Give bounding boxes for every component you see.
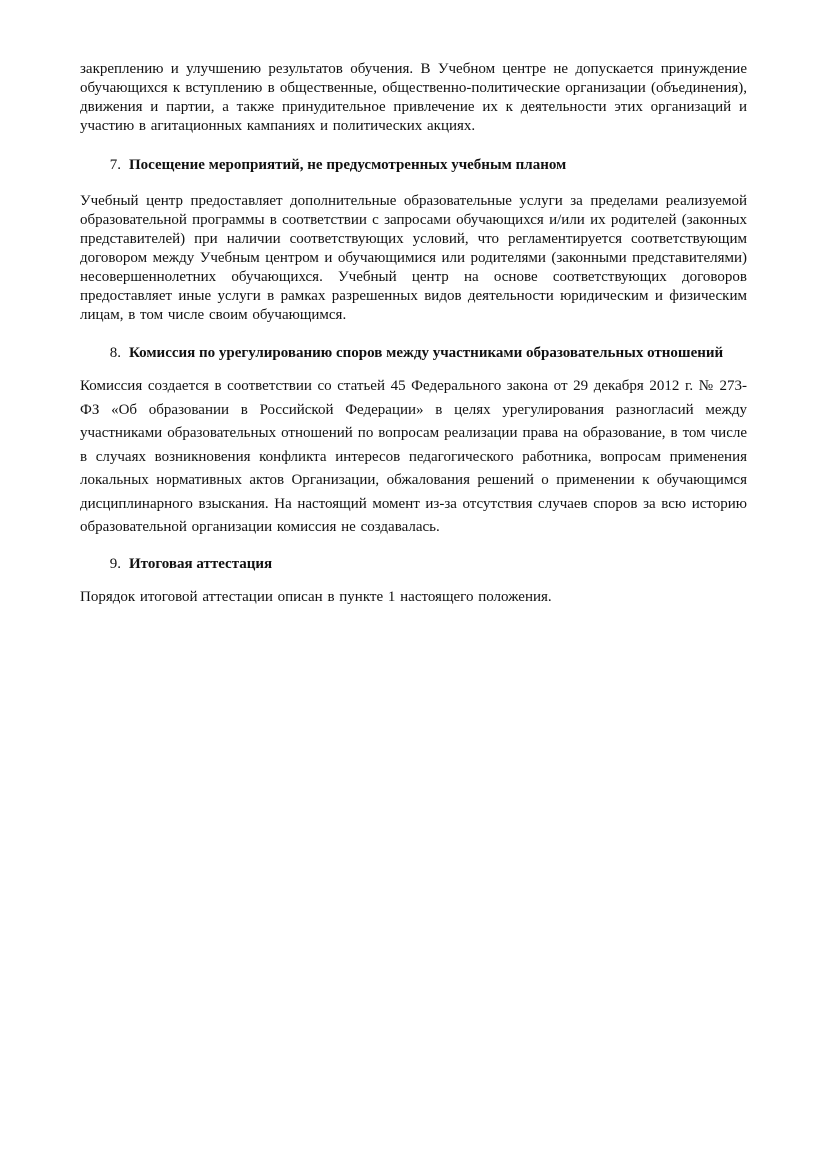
section-9-number: 9. (109, 555, 121, 572)
section-9-body: Порядок итоговой аттестации описан в пункте 1 настоящего положения. (80, 588, 552, 605)
section-8-heading (80, 344, 747, 363)
section-8-body: Комиссия создается в соответствии со статьей 45 Федерального закона от 29 декабря 2012 г. № 273-ФЗ «Об образовании в Российской Федерации» в целях урегулирования разногласий между участниками образовательных отношений по вопросам реализации права на образование, в том числе в случаях возникновения конфликта интересов педагогического работника, вопросам применения локальных нормативных актов Организации, обжалования решений о применении к обучающимся дисциплинарного взыскания. На настоящий момент из-за отсутствия случаев споров за всю историю образовательной организации комиссия не создавалась. (80, 378, 747, 535)
section-8-title: Комиссия по урегулированию споров между участниками образовательных отношений (129, 345, 724, 361)
section-7-number: 7. (109, 157, 121, 173)
section-7-heading (80, 156, 747, 175)
intro-paragraph: закреплению и улучшению результатов обучения. В Учебном центре не допускается принуждение обучающихся к вступлению в общественные, общественно-политические организации (объединения), движения и партии, а также принудительное привлечение их к деятельности этих организаций и участию в агитационных кампаниях и политических акциях. (80, 61, 747, 134)
section-8-number: 8. (109, 345, 121, 361)
document-page (80, 60, 747, 607)
section-7-title: Посещение мероприятий, не предусмотренных учебным планом (129, 157, 567, 173)
section-9-title: Итоговая аттестация (129, 555, 273, 572)
section-7-body: Учебный центр предоставляет дополнительные образовательные услуги за пределами реализуемой образовательной программы в соответствии с запросами обучающихся и/или их родителей (законных представителей) при наличии соответствующих условий, что регламентируется соответствующим договором между Учебным центром и обучающимися или родителями (законными представителями) несовершеннолетних обучающихся. Учебный центр на основе соответствующих договоров предоставляет иные услуги в рамках разрешенных видов деятельности юридическим и физическим лицам, в том числе своим обучающимся. (80, 193, 747, 323)
section-9-heading (80, 555, 747, 574)
